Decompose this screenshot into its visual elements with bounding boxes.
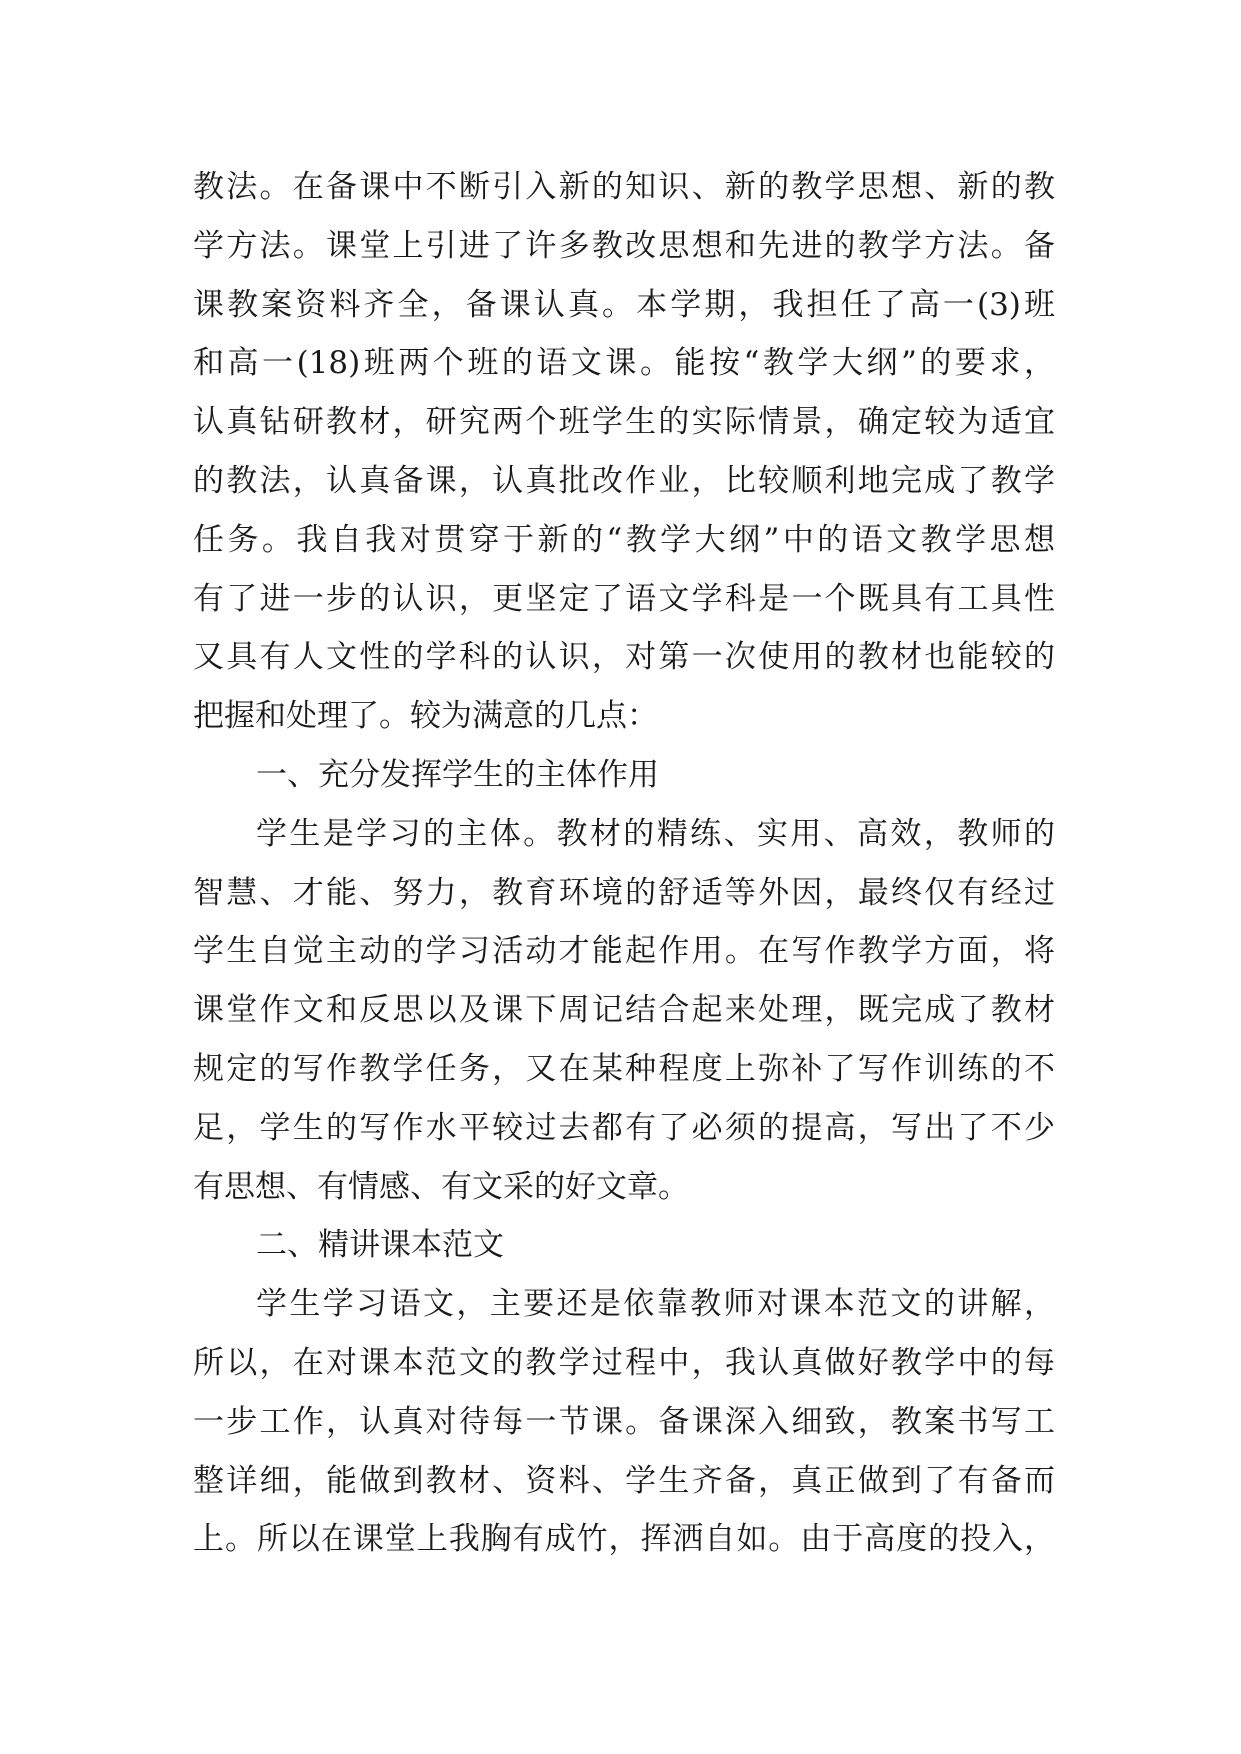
text-line: 足，学生的写作水平较过去都有了必须的提高，写出了不少 (193, 1109, 1055, 1146)
text-line: 课堂作文和反思以及课下周记结合起来处理，既完成了教材 (193, 992, 1055, 1029)
text-line: 学方法。课堂上引进了许多教改思想和先进的教学方法。备 (193, 227, 1055, 264)
text-line: 课教案资料齐全，备课认真。本学期，我担任了高一(3)班 (193, 286, 1055, 323)
text-line: 学生是学习的主体。教材的精练、实用、高效，教师的 (256, 815, 1055, 852)
text-line: 和高一(18)班两个班的语文课。能按“教学大纲”的要求， (193, 345, 1055, 382)
text-line: 教法。在备课中不断引入新的知识、新的教学思想、新的教 (193, 169, 1055, 205)
text-line: 所以，在对课本范文的教学过程中，我认真做好教学中的每 (193, 1344, 1055, 1381)
text-line: 一步工作，认真对待每一节课。备课深入细致，教案书写工 (193, 1403, 1055, 1440)
text-line: 认真钻研教材，研究两个班学生的实际情景，确定较为适宜 (193, 404, 1055, 441)
text-line: 任务。我自我对贯穿于新的“教学大纲”中的语文教学思想 (193, 521, 1055, 558)
section-heading: 二、精讲课本范文 (256, 1227, 504, 1264)
text-line: 智慧、才能、努力，教育环境的舒适等外因，最终仅有经过 (193, 874, 1055, 911)
text-line: 整详细，能做到教材、资料、学生齐备，真正做到了有备而 (193, 1462, 1055, 1499)
text-line: 学生学习语文，主要还是依靠教师对课本范文的讲解， (256, 1286, 1055, 1323)
text-line: 学生自觉主动的学习活动才能起作用。在写作教学方面，将 (193, 933, 1055, 970)
text-line: 又具有人文性的学科的认识，对第一次使用的教材也能较的 (193, 639, 1055, 676)
section-heading: 一、充分发挥学生的主体作用 (256, 756, 659, 793)
text-line: 上。所以在课堂上我胸有成竹，挥洒自如。由于高度的投入， (193, 1521, 1055, 1558)
text-line: 规定的写作教学任务，又在某种程度上弥补了写作训练的不 (193, 1050, 1055, 1087)
text-line: 的教法，认真备课，认真批改作业，比较顺利地完成了教学 (193, 462, 1055, 499)
body-text (193, 158, 1055, 1569)
text-line: 有思想、有情感、有文采的好文章。 (193, 1168, 689, 1205)
text-line: 把握和处理了。较为满意的几点： (193, 698, 658, 735)
text-line: 有了进一步的认识，更坚定了语文学科是一个既具有工具性 (193, 580, 1055, 617)
